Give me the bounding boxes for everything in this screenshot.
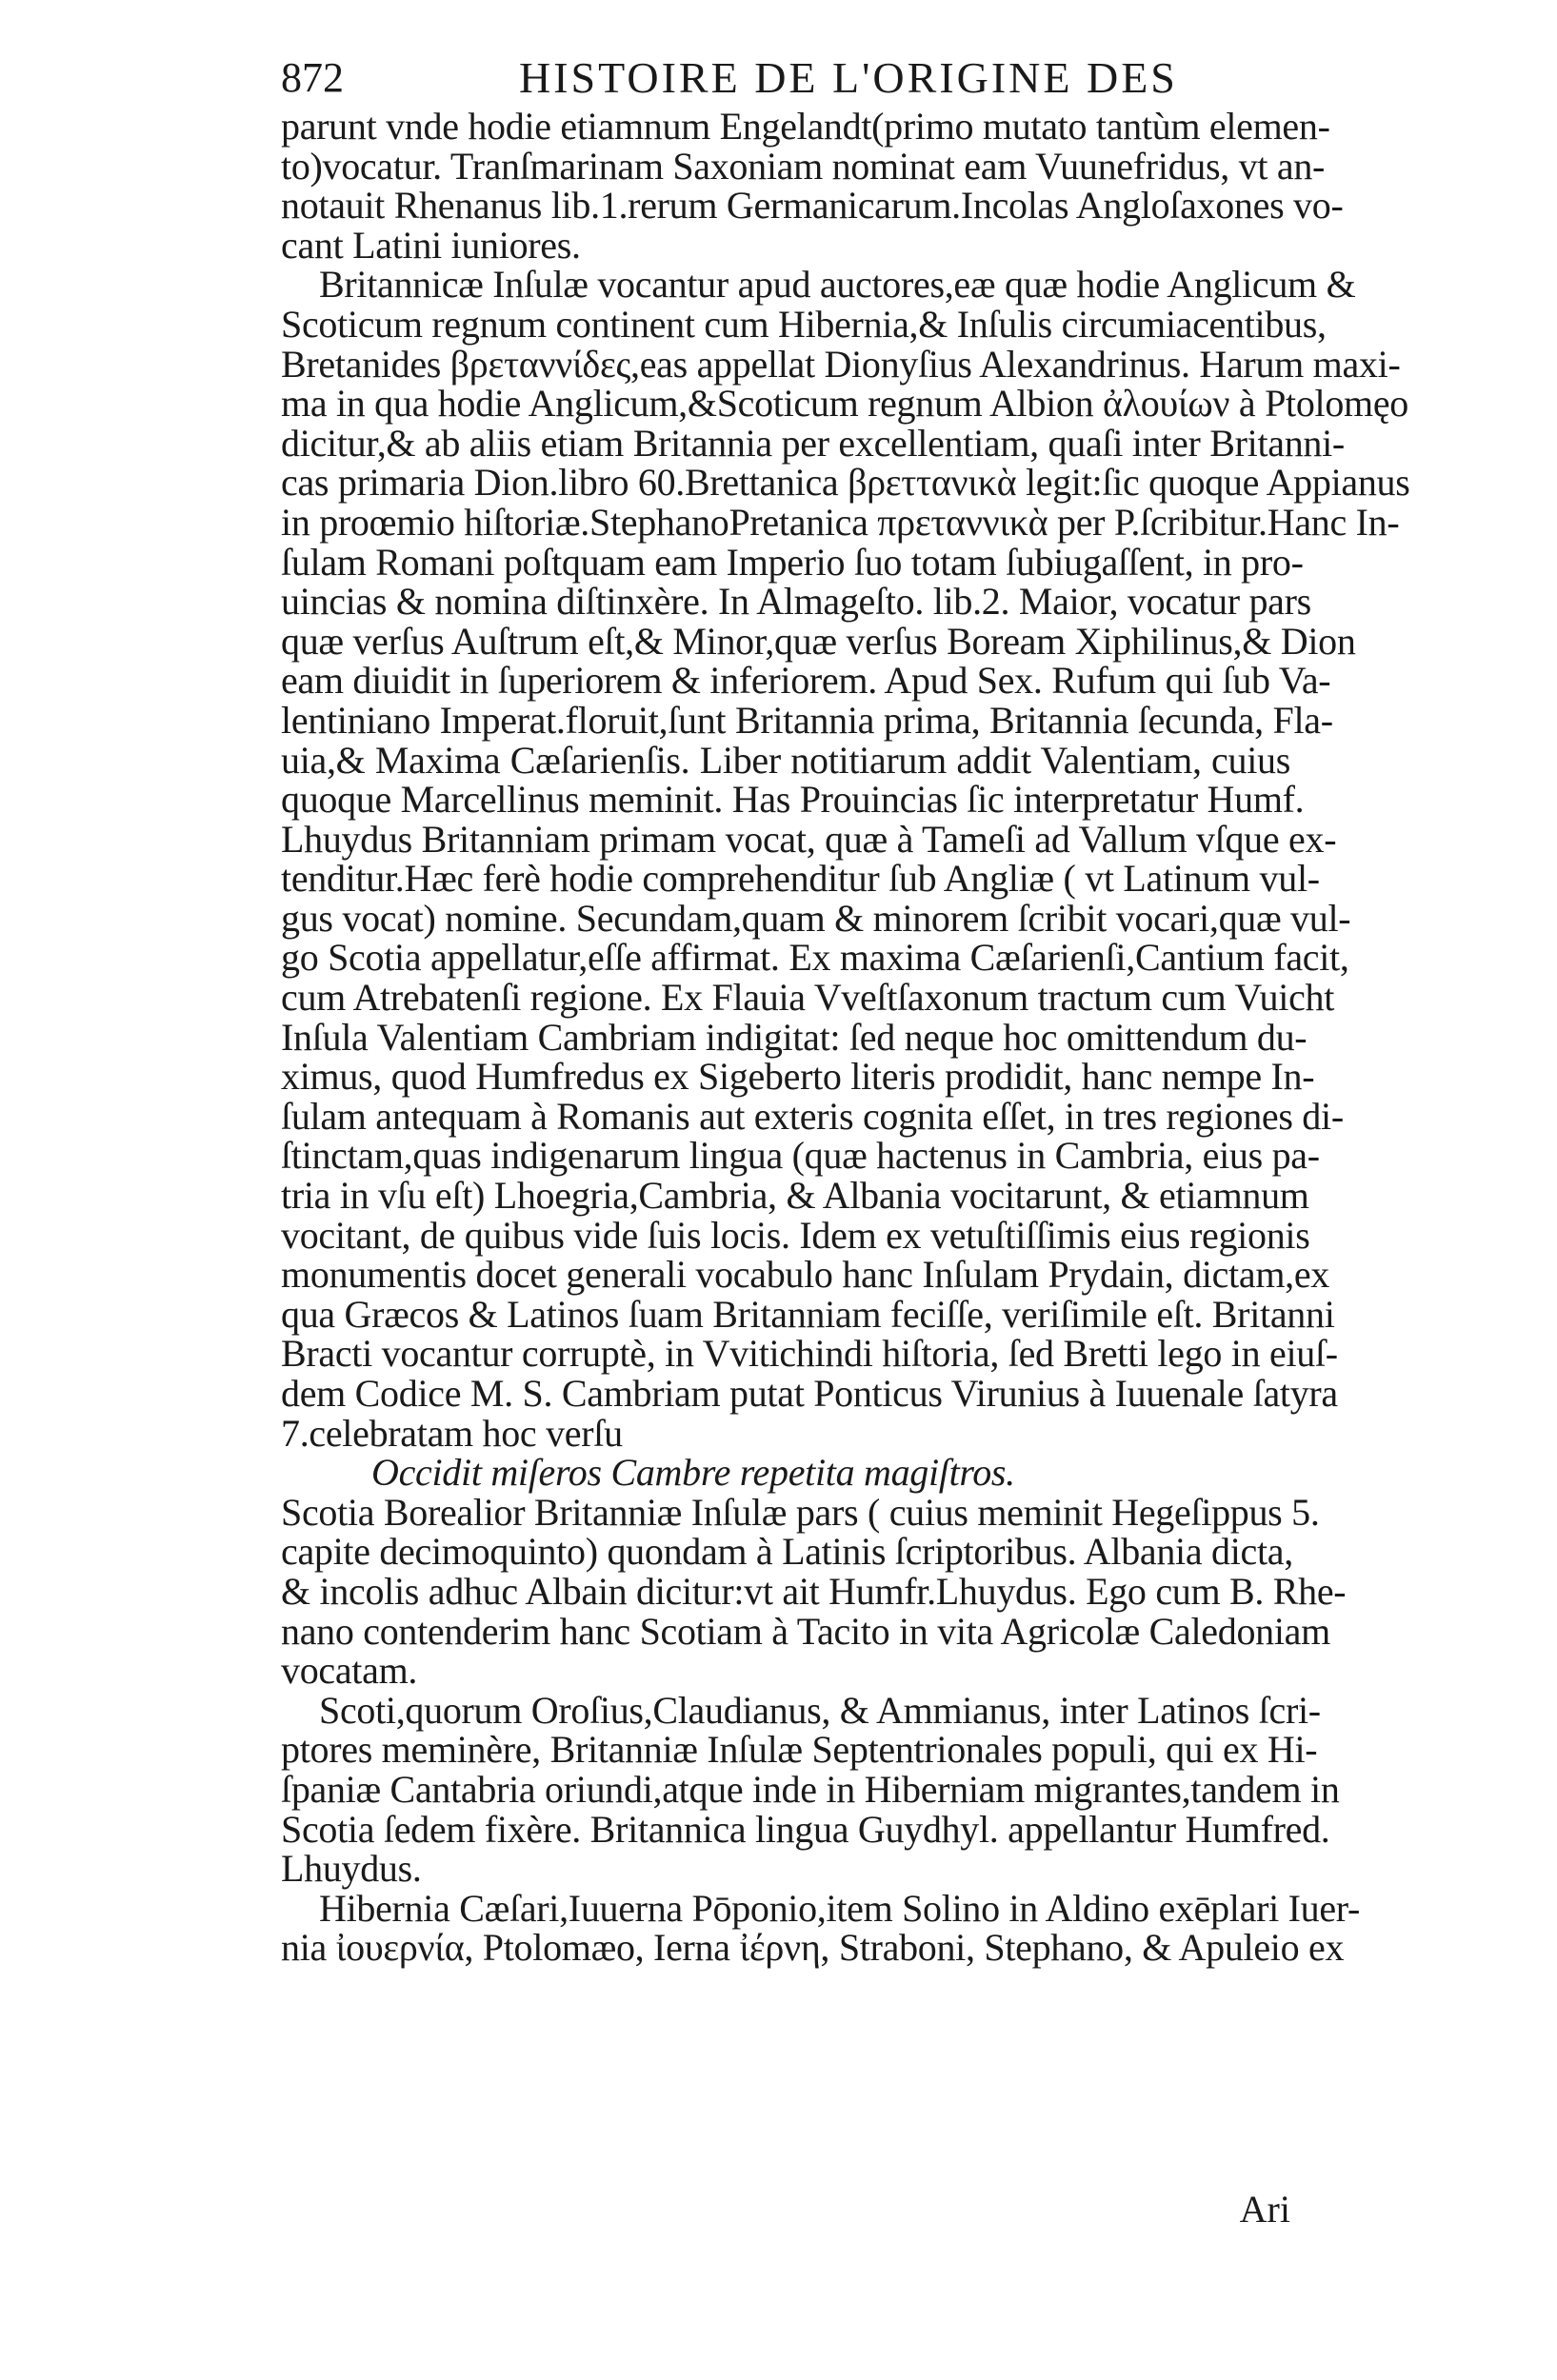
text-line: ſulam Romani poſtquam eam Imperio ſuo totam ſubiugaſſent, in pro- xyxy=(281,540,1304,584)
text-line: ptores meminère, Britanniæ Inſulæ Septentrionales populi, qui ex Hi- xyxy=(281,1728,1318,1772)
text-line: go Scotia appellatur,eſſe affirmat. Ex maxima Cæſarienſi,Cantium facit, xyxy=(281,936,1349,980)
text-line: qua Græcos & Latinos ſuam Britanniam feciſſe, veriſimile eſt. Britanni xyxy=(281,1292,1335,1336)
text-line: dem Codice M. S. Cambriam putat Ponticus Virunius à Iuuenale ſatyra xyxy=(281,1372,1338,1415)
text-line: Bretanides βρεταννίδες,eas appellat Dionyſius Alexandrinus. Harum maxi- xyxy=(281,342,1401,386)
text-line: notauit Rhenanus lib.1.rerum Germanicarum.Incolas Angloſaxones vo- xyxy=(281,184,1344,228)
running-head xyxy=(281,50,1290,107)
text-line: quoque Marcellinus meminit. Has Prouincias ſic interpretatur Humf. xyxy=(281,778,1305,822)
text-line: parunt vnde hodie etiamnum Engelandt(primo mutato tantùm elemen- xyxy=(281,105,1330,148)
text-line: cum Atrebatenſi regione. Ex Flauia Vveſtſaxonum tractum cum Vuicht xyxy=(281,976,1335,1020)
text-line: tenditur.Hæc ferè hodie comprehenditur ſub Angliæ ( vt Latinum vul- xyxy=(281,857,1320,901)
text-line: Britannicæ Inſulæ vocantur apud auctores,eæ quæ hodie Anglicum & xyxy=(319,263,1356,307)
text-line: dicitur,& ab aliis etiam Britannia per excellentiam, quaſi inter Britanni- xyxy=(281,421,1345,465)
text-line: lentiniano Imperat.floruit,ſunt Britannia prima, Britannia ſecunda, Fla- xyxy=(281,698,1333,742)
text-line: ma in qua hodie Anglicum,&Scoticum regnum Albion ἀλουίων à Ptolomęo xyxy=(281,382,1409,426)
text-line: capite decimoquinto) quondam à Latinis ſcriptoribus. Albania dicta, xyxy=(281,1530,1293,1574)
text-line: Inſula Valentiam Cambriam indigitat: ſed neque hoc omittendum du- xyxy=(281,1015,1307,1059)
text-line: quæ verſus Auſtrum eſt,& Minor,quæ verſus Boream Xiphilinus,& Dion xyxy=(281,619,1356,663)
page-number: 872 xyxy=(281,54,344,101)
text-line: ximus, quod Humfredus ex Sigeberto literis prodidit, hanc nempe In- xyxy=(281,1055,1315,1099)
text-line: nia ἰουερνία, Ptolomæo, Ierna ἰέρνη, Straboni, Stephano, & Apuleio ex xyxy=(281,1926,1345,1970)
text-line: gus vocat) nomine. Secundam,quam & minorem ſcribit vocari,quæ vul- xyxy=(281,896,1351,940)
text-line: Lhuydus. xyxy=(281,1847,422,1891)
text-line: to)vocatur. Tranſmarinam Saxoniam nominat eam Vuunefridus, vt an- xyxy=(281,144,1326,188)
text-line: ſulam antequam à Romanis aut exteris cognita eſſet, in tres regiones di- xyxy=(281,1094,1344,1138)
text-line: eam diuidit in ſuperiorem & inferiorem. Apud Sex. Rufum qui ſub Va- xyxy=(281,659,1331,703)
text-line: Scoti,quorum Oroſius,Claudianus, & Ammianus, inter Latinos ſcri- xyxy=(319,1688,1321,1732)
text-line: Scoticum regnum continent cum Hibernia,& Inſulis circumiacentibus, xyxy=(281,302,1327,346)
text-line: Scotia Borealior Britanniæ Inſulæ pars ( cuius meminit Hegeſippus 5. xyxy=(281,1490,1320,1534)
text-line: ſpaniæ Cantabria oriundi,atque inde in Hiberniam migrantes,tandem in xyxy=(281,1767,1340,1811)
text-line: vocatam. xyxy=(281,1649,418,1693)
catchword: Ari xyxy=(1239,2188,1290,2231)
text-line: uia,& Maxima Cæſarienſis. Liber notitiarum addit Valentiam, cuius xyxy=(281,738,1290,782)
text-line: uincias & nomina diſtinxère. In Almageſto. lib.2. Maior, vocatur pars xyxy=(281,580,1311,624)
body-text xyxy=(281,105,1410,1970)
text-line: tria in vſu eſt) Lhoegria,Cambria, & Albania vocitarunt, & etiamnum xyxy=(281,1174,1309,1218)
text-line: nano contenderim hanc Scotiam à Tacito in vita Agricolæ Caledoniam xyxy=(281,1609,1330,1653)
text-line: cant Latini iuniores. xyxy=(281,223,581,267)
text-line: 7.celebratam hoc verſu xyxy=(281,1411,623,1455)
verse-quotation: Occidit miſeros Cambre repetita magiſtros. xyxy=(371,1451,1015,1495)
running-title: HISTOIRE DE L'ORIGINE DES xyxy=(519,53,1178,102)
text-line: vocitant, de quibus vide ſuis locis. Idem ex vetuſtiſſimis eius regionis xyxy=(281,1213,1310,1257)
text-line: ſtinctam,quas indigenarum lingua (quæ hactenus in Cambria, eius pa- xyxy=(281,1134,1320,1178)
text-line: in proœmio hiſtoriæ.StephanoPretanica πρεταννικὰ per P.ſcribitur.Hanc In- xyxy=(281,500,1400,544)
text-line: Bracti vocantur corruptè, in Vvitichindi hiſtoria, ſed Bretti lego in eiuſ- xyxy=(281,1332,1338,1376)
text-line: Hibernia Cæſari,Iuuerna Pōponio,item Solino in Aldino exēplari Iuer- xyxy=(319,1886,1361,1930)
text-line: Lhuydus Britanniam primam vocat, quæ à Tameſi ad Vallum vſque ex- xyxy=(281,817,1337,861)
text-line: Scotia ſedem fixère. Britannica lingua Guydhyl. appellantur Humfred. xyxy=(281,1807,1330,1851)
text-line: monumentis docet generali vocabulo hanc Inſulam Prydain, dictam,ex xyxy=(281,1253,1329,1297)
text-line: cas primaria Dion.libro 60.Brettanica βρεττανικὰ legit:ſic quoque Appianus xyxy=(281,461,1410,505)
text-line: & incolis adhuc Albain dicitur:vt ait Humfr.Lhuydus. Ego cum B. Rhe- xyxy=(281,1569,1347,1613)
